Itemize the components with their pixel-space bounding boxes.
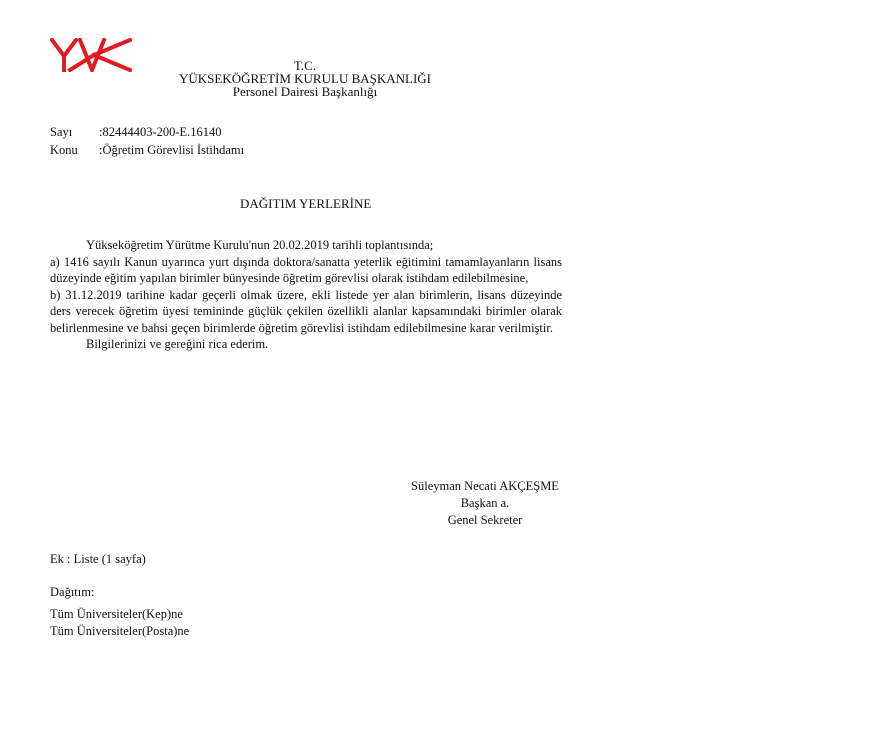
konu-value: :Öğretim Görevlisi İstihdamı (99, 143, 245, 157)
distribution-heading: DAĞITIM YERLERİNE (240, 196, 372, 211)
distribution-line-2: Tüm Üniversiteler(Posta)ne (50, 624, 190, 638)
signatory-name: Süleyman Necati AKÇEŞME (411, 479, 559, 493)
sayi-value: :82444403-200-E.16140 (99, 125, 222, 139)
signatory-title-2: Genel Sekreter (447, 513, 523, 527)
yok-logo (50, 38, 132, 72)
sayi-label: Sayı (50, 125, 73, 139)
body-intro: Yükseköğretim Yürütme Kurulu'nun 20.02.2019 tarihli toplantısında; (86, 238, 434, 252)
body-item-a: a) 1416 sayılı Kanun uyarınca yurt dışında doktora/sanatta yeterlik eğitimini tamamlayanların lisans düzeyinde eğitim yapılan birimler bünyesinde öğretim görevlisi olarak istihdam edilebilmesine, (50, 254, 562, 285)
header-institution: YÜKSEKÖĞRETİM KURULU BAŞKANLIĞI (178, 71, 432, 86)
attachment-note: Ek : Liste (1 sayfa) (50, 552, 146, 566)
signatory-title-1: Başkan a. (460, 496, 510, 510)
distribution-label: Dağıtım: (50, 585, 95, 599)
meta-konu (50, 143, 244, 158)
header-tc: T.C. (293, 58, 317, 73)
distribution-line-1: Tüm Üniversiteler(Kep)ne (50, 607, 183, 621)
letter-body (50, 237, 562, 353)
body-closing: Bilgilerinizi ve gereğini rica ederim. (86, 337, 269, 351)
meta-sayi (50, 125, 222, 140)
konu-label: Konu (50, 143, 78, 157)
header-department: Personel Dairesi Başkanlığı (232, 84, 378, 99)
body-item-b: b) 31.12.2019 tarihine kadar geçerli olmak üzere, ekli listede yer alan birimlerin, lisans düzeyinde ders verecek öğretim üyesi temininde güçlük çekilen özellikli alanlar kapsamındaki birimler olarak belirlenmesine ve bahsi geçen birimlerde öğretim görevlisi istihdam edilebilmesine karar verilmiştir. (50, 287, 562, 335)
